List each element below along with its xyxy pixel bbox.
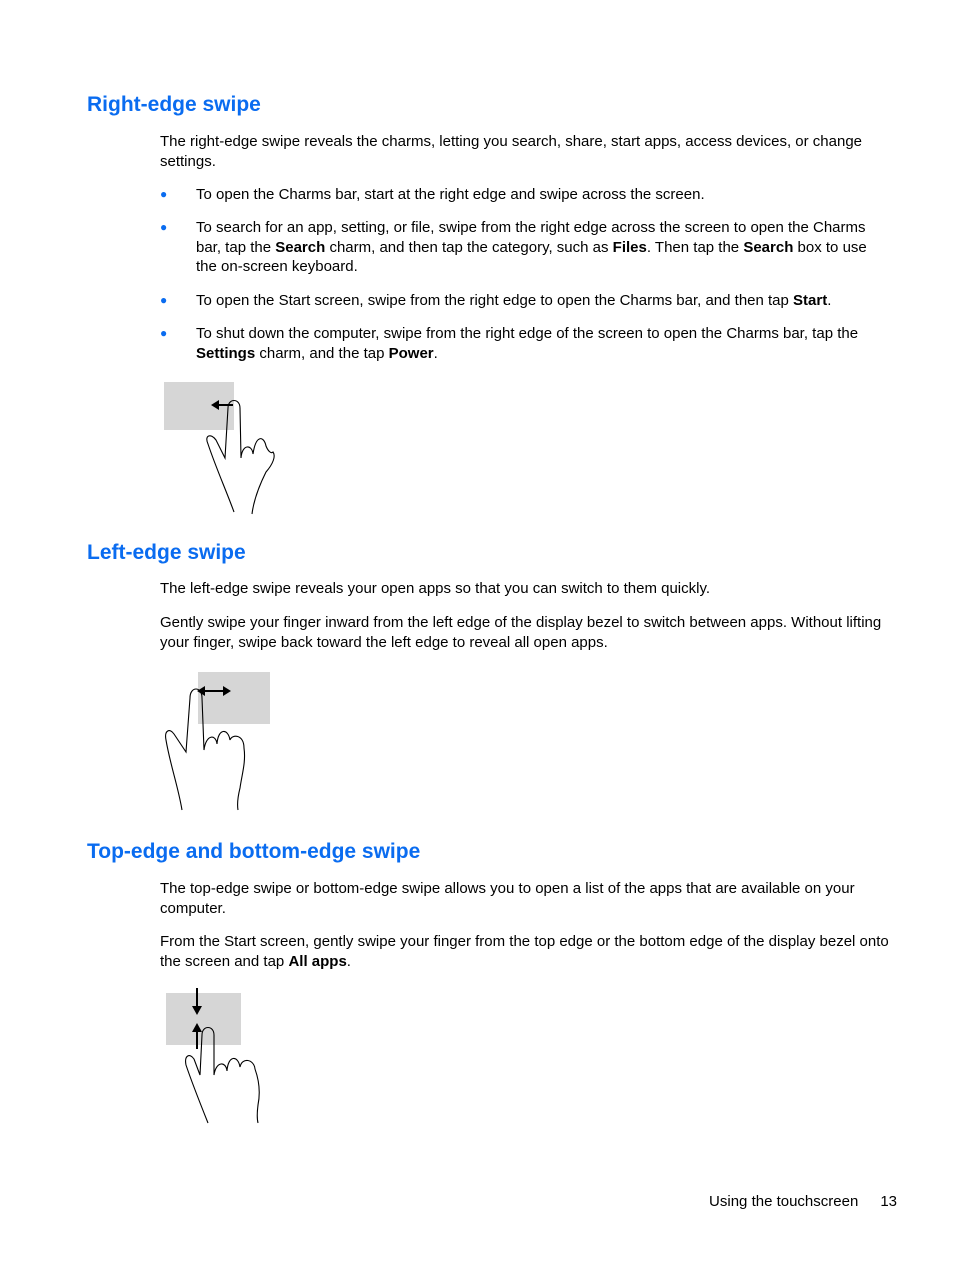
bold-term: Files xyxy=(612,238,647,256)
left-edge-swipe-gesture-icon xyxy=(160,668,275,813)
right-edge-swipe-gesture-icon xyxy=(160,378,285,520)
bullet-dot-icon: ● xyxy=(160,187,168,201)
top-bottom-para-2: From the Start screen, gently swipe your finger from the top edge or the bottom edge of the display bezel onto the screen and tap All apps. xyxy=(160,933,889,970)
bullet-dot-icon: ● xyxy=(160,220,168,234)
bold-term: Start xyxy=(793,292,828,309)
top-bottom-para-1: The top-edge swipe or bottom-edge swipe allows you to open a list of the apps that are available on your computer. xyxy=(160,880,855,917)
bullet-item xyxy=(160,324,890,363)
bold-term: All apps xyxy=(288,952,347,970)
heading-left-edge-swipe: Left-edge swipe xyxy=(87,541,246,564)
bullet-text: To search for an app, setting, or file, swipe from the right edge across the screen to open the Charms bar, tap the Search charm, and then tap the category, such as Files. Then tap the Search box to use the on-screen keyboard. xyxy=(196,219,867,275)
right-edge-intro: The right-edge swipe reveals the charms, letting you search, share, start apps, access devices, or change settings. xyxy=(160,133,863,170)
page-footer xyxy=(709,1192,897,1211)
bullet-text: To open the Charms bar, start at the right edge and swipe across the screen. xyxy=(196,186,705,203)
left-edge-para-1: The left-edge swipe reveals your open apps so that you can switch to them quickly. xyxy=(160,580,711,597)
bullet-item xyxy=(160,218,890,277)
bold-term: Power xyxy=(388,344,434,362)
footer-chapter-label: Using the touchscreen xyxy=(709,1193,859,1210)
page-number: 13 xyxy=(880,1193,897,1210)
bullet-dot-icon: ● xyxy=(160,326,168,340)
bullet-item xyxy=(160,185,890,205)
bullet-text: To open the Start screen, swipe from the right edge to open the Charms bar, and then tap Start. xyxy=(196,292,832,309)
bold-term: Settings xyxy=(196,344,256,362)
bullet-dot-icon: ● xyxy=(160,293,168,307)
bullet-item xyxy=(160,291,890,311)
bullet-text: To shut down the computer, swipe from the right edge of the screen to open the Charms bar, tap the Settings charm, and the tap Power. xyxy=(196,325,859,362)
heading-top-bottom-edge-swipe: Top-edge and bottom-edge swipe xyxy=(87,840,421,863)
top-bottom-edge-swipe-gesture-icon xyxy=(160,985,275,1127)
left-edge-para-2: Gently swipe your finger inward from the left edge of the display bezel to switch between apps. Without lifting your finger, swipe back toward the left edge to reveal all open apps. xyxy=(160,614,882,651)
heading-right-edge-swipe: Right-edge swipe xyxy=(87,93,261,116)
bold-term: Search xyxy=(275,238,326,256)
bold-term: Search xyxy=(743,238,794,256)
